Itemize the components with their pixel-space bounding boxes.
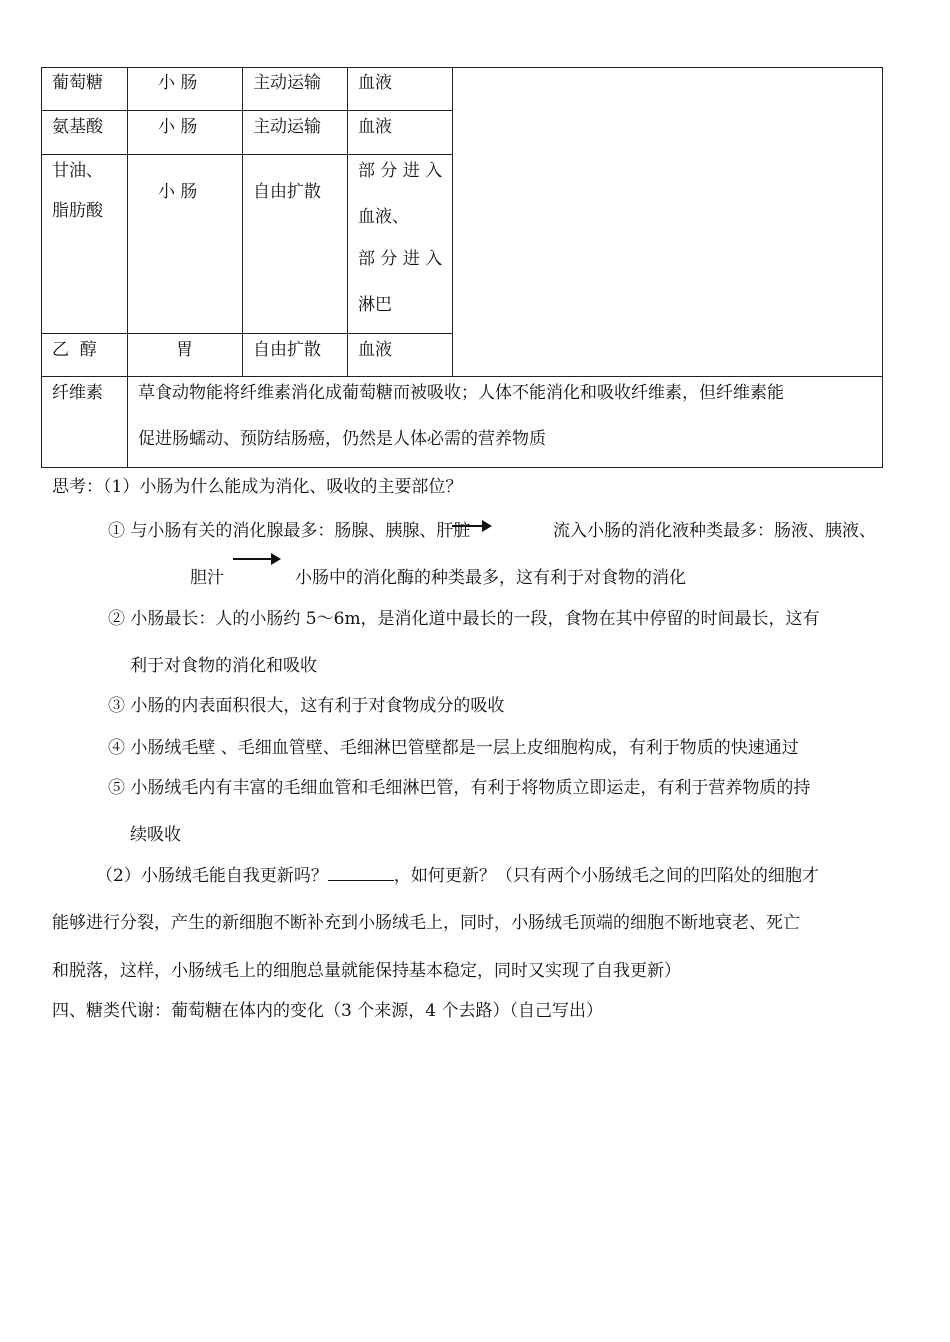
- cell-fiber-text-l2: 促进肠蠕动、预防结肠癌，仍然是人体必需的营养物质: [138, 429, 546, 449]
- cell-name-ethanol: 乙 醇: [52, 340, 97, 360]
- section-4-heading: 四、糖类代谢：葡萄糖在体内的变化（3 个来源，4 个去路）（自己写出）: [52, 1001, 603, 1021]
- table-col-line-1: [127, 67, 128, 468]
- cell-site-ethanol: 胃: [176, 340, 193, 360]
- cell-route-amino-acid: 血液: [358, 117, 392, 137]
- table-row-line-3: [41, 333, 453, 334]
- point-5-line-b: 续吸收: [130, 825, 181, 845]
- cell-method-glucose: 主动运输: [253, 73, 321, 93]
- table-row-line-1: [41, 110, 453, 111]
- table-col-line-4: [452, 67, 453, 376]
- question-2-line-d: 和脱落，这样，小肠绒毛上的细胞总量就能保持基本稳定，同时又实现了自我更新）: [52, 961, 681, 981]
- cell-name-glucose: 葡萄糖: [52, 73, 103, 93]
- point-1-line-d: 小肠中的消化酶的种类最多，这有利于对食物的消化: [295, 568, 686, 588]
- point-5-line-a: ⑤ 小肠绒毛内有丰富的毛细血管和毛细淋巴管，有利于将物质立即运走，有利于营养物质的持: [108, 778, 811, 798]
- cell-name-amino-acid: 氨基酸: [52, 117, 103, 137]
- question-2-text-b: ，如何更新？（只有两个小肠绒毛之间的凹陷处的细胞才: [393, 866, 819, 886]
- cell-site-glycerol: 小 肠: [158, 182, 198, 202]
- answer-blank[interactable]: [328, 864, 394, 881]
- cell-name-fiber: 纤维素: [52, 383, 103, 403]
- cell-route-glucose: 血液: [358, 73, 392, 93]
- point-2-line-a: ② 小肠最长：人的小肠约 5～6m，是消化道中最长的一段，食物在其中停留的时间最长，这有: [108, 609, 820, 629]
- cell-site-glucose: 小 肠: [158, 73, 198, 93]
- cell-route-glycerol-l2: 血液、: [358, 207, 409, 227]
- cell-route-glycerol-l1: 部 分 进 入: [358, 161, 443, 181]
- table-border-left: [41, 67, 42, 468]
- table-border-top: [41, 67, 883, 68]
- think-question-1: 思考：（1）小肠为什么能成为消化、吸收的主要部位？: [52, 477, 463, 497]
- point-2-line-b: 利于对食物的消化和吸收: [130, 656, 317, 676]
- arrow-icon: [233, 558, 279, 560]
- point-1-line-a: ① 与小肠有关的消化腺最多：肠腺、胰腺、肝脏: [108, 521, 471, 541]
- question-2-line-c: 能够进行分裂，产生的新细胞不断补充到小肠绒毛上，同时，小肠绒毛顶端的细胞不断地衰老、死亡: [52, 913, 800, 933]
- table-col-line-3: [347, 67, 348, 376]
- table-border-right: [882, 67, 883, 468]
- cell-site-amino-acid: 小 肠: [158, 117, 198, 137]
- cell-method-glycerol: 自由扩散: [253, 182, 321, 202]
- cell-method-ethanol: 自由扩散: [253, 340, 321, 360]
- arrow-icon: [452, 525, 490, 527]
- table-row-line-4: [41, 376, 883, 377]
- cell-route-ethanol: 血液: [358, 340, 392, 360]
- cell-name-glycerol-l2: 脂肪酸: [52, 201, 103, 221]
- cell-name-glycerol-l1: 甘油、: [52, 161, 103, 181]
- table-row-line-2: [41, 154, 453, 155]
- point-4: ④ 小肠绒毛壁 、毛细血管壁、毛细淋巴管壁都是一层上皮细胞构成，有利于物质的快速通过: [108, 738, 799, 758]
- think-question-2: [96, 861, 819, 886]
- cell-route-glycerol-l3: 部 分 进 入: [358, 249, 443, 269]
- table-border-bottom: [41, 467, 883, 468]
- table-col-line-2: [242, 67, 243, 376]
- point-1-line-b: 流入小肠的消化液种类最多：肠液、胰液、: [553, 521, 876, 541]
- cell-fiber-text-l1: 草食动物能将纤维素消化成葡萄糖而被吸收；人体不能消化和吸收纤维素，但纤维素能: [138, 383, 784, 403]
- cell-method-amino-acid: 主动运输: [253, 117, 321, 137]
- point-3: ③ 小肠的内表面积很大，这有利于对食物成分的吸收: [108, 696, 505, 716]
- point-1-line-c: 胆汁: [190, 568, 224, 588]
- question-2-text-a: （2）小肠绒毛能自我更新吗？: [96, 866, 328, 886]
- cell-route-glycerol-l4: 淋巴: [358, 295, 392, 315]
